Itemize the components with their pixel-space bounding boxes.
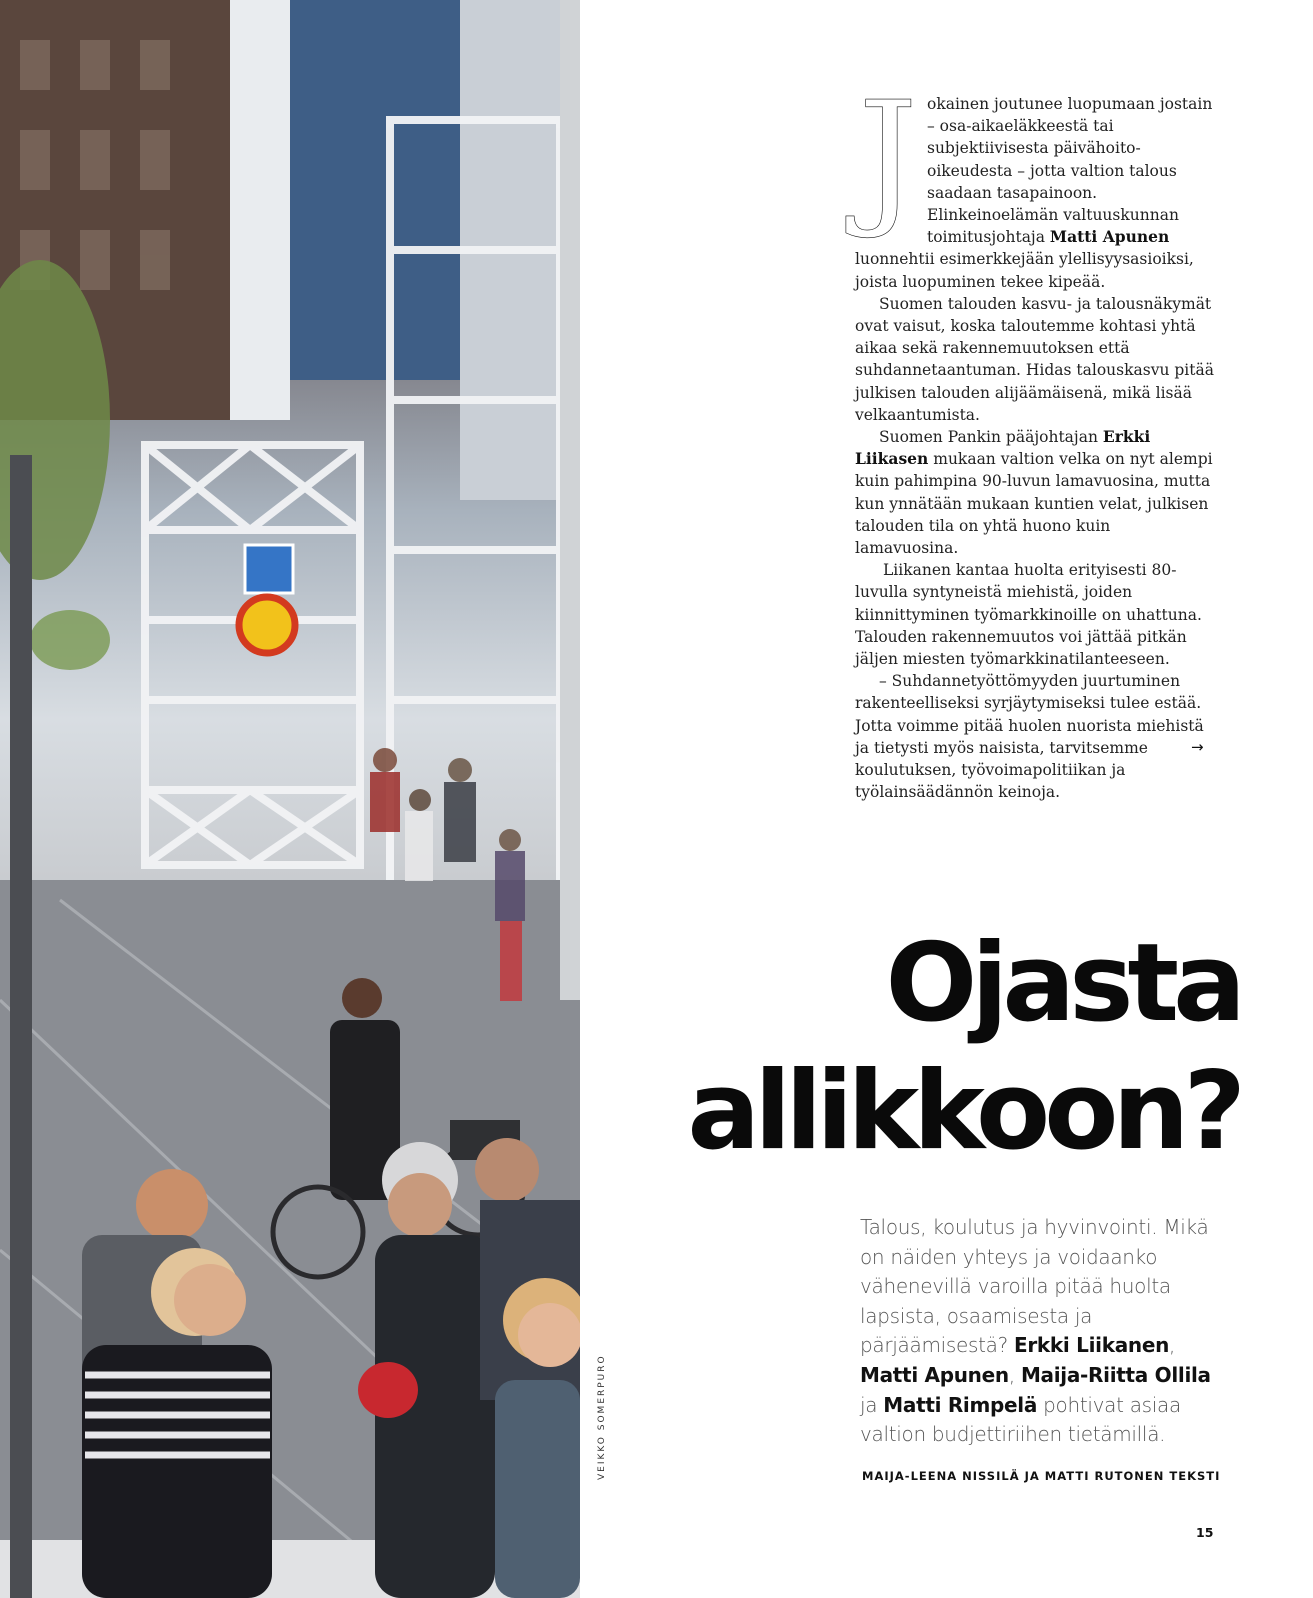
headline-line-1: Ojasta — [885, 921, 1240, 1046]
person-name: Erkki Liikasen — [855, 427, 1151, 469]
paragraph-text: Suomen Pankin pääjohtajan — [879, 428, 1103, 447]
page-number: 15 — [1196, 1525, 1214, 1540]
photo-credit: VEIKKO SOMERPURO — [597, 1354, 607, 1480]
street-photo-icon — [0, 0, 580, 1598]
lead-text: pohtivat asiaa valtion budjettiriihen tietämillä. — [860, 1392, 1181, 1447]
lead-text: Talous, koulutus ja hyvinvointi. Mikä on näiden yhteys ja voidaanko vähenevillä varoilla pitää huolta lapsista, osaamisesta ja pärjäämisestä? — [860, 1215, 1209, 1358]
person-name: Matti Rimpelä — [883, 1392, 1038, 1417]
person-name: Maija-Riitta Ollila — [1020, 1362, 1211, 1387]
article-paragraph — [855, 559, 1217, 670]
arrow-right-icon: → — [1191, 738, 1204, 756]
person-name: Erkki Liikanen — [1014, 1333, 1170, 1358]
person-name: Matti Apunen — [860, 1362, 1009, 1387]
article-paragraph — [855, 426, 1217, 559]
article-paragraph — [855, 293, 1217, 426]
paragraph-text: luonnehtii esimerkkejään ylellisyysasioiksi, joista luopuminen tekee kipeää. — [855, 250, 1194, 291]
article-body — [855, 70, 1217, 804]
paragraph-text: Liikanen kantaa huolta erityisesti 80-luvulla syntyneistä miehistä, joiden kiinnittyminen työmarkkinoille on uhattuna. Talouden rakennemuutos voi jättää pitkän jäljen miesten työmarkkinatilanteeseen. — [855, 561, 1202, 669]
paragraph-text: okainen joutunee luopumaan jostain – osa-aikaeläkkeestä tai subjektiivisesta päivähoito-oikeudesta – jotta valtion talous saadaan tasapainoon. Elinkeinoelämän valtuuskunnan toimitusjohtaja — [927, 95, 1213, 247]
headline-line-2: allikkoon? — [687, 1049, 1240, 1174]
drop-cap: J — [858, 70, 918, 242]
article-paragraph — [855, 670, 1217, 803]
lead-text: ja — [860, 1392, 884, 1417]
page-headline — [620, 920, 1240, 1176]
lead-paragraph — [860, 1213, 1230, 1450]
street-photo — [0, 0, 580, 1598]
paragraph-text: mukaan valtion velka on nyt alempi kuin pahimpina 90-luvun lamavuosina, mutta kun ynnätään mukaan kuntien velat, julkisen talouden tila on yhtä huono kuin lamavuosina. — [855, 450, 1213, 558]
lead-text: , — [1008, 1362, 1021, 1387]
lead-text: , — [1169, 1333, 1176, 1358]
person-name: Matti Apunen — [1049, 227, 1170, 247]
paragraph-text: Suomen talouden kasvu- ja talousnäkymät ovat vaisut, koska taloutemme kohtasi yhtä aikaa sekä rakennemuutoksen että suhdannetaantuman. Hidas talouskasvu pitää julkisen talouden alijäämäisenä, mikä lisää velkaantumista. — [855, 294, 1214, 424]
byline: MAIJA-LEENA NISSILÄ JA MATTI RUTONEN TEKSTI — [862, 1469, 1221, 1483]
paragraph-text: – Suhdannetyöttömyyden juurtuminen rakenteelliseksi syrjäytymiseksi tulee estää. Jotta voimme pitää huolen nuorista miehistä ja tietysti myös naisista, tarvitsemme koulutuksen, työvoimapolitiikan ja työlainsäädännön keinoja. — [855, 672, 1204, 802]
